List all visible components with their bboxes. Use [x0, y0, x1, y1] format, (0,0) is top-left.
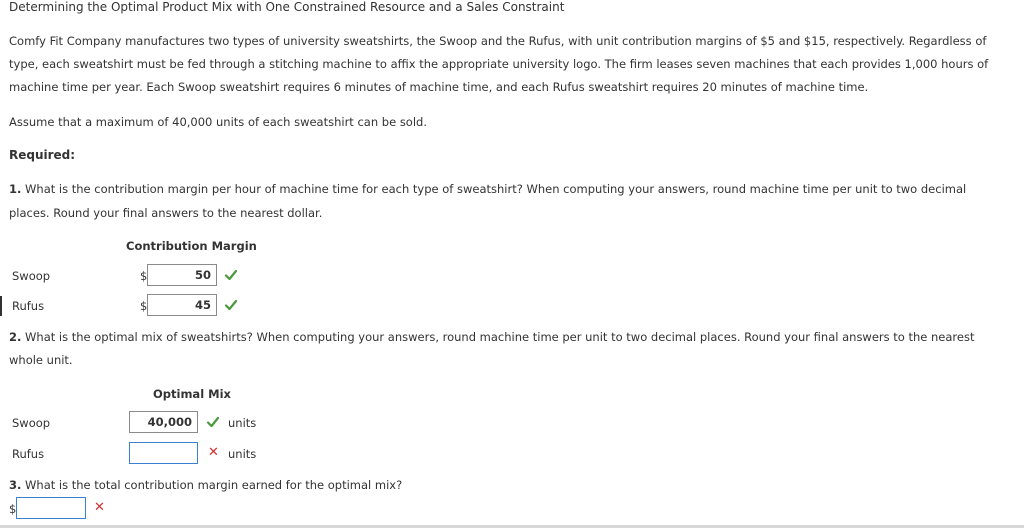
q2-row-label-rufus: Rufus	[12, 447, 45, 461]
q2-row-label-swoop: Swoop	[12, 416, 51, 430]
rufus-optimal-mix-input[interactable]	[129, 442, 198, 464]
q2-units-label-swoop: units	[228, 416, 257, 430]
q3-text-line	[9, 474, 402, 497]
check-icon	[224, 298, 238, 312]
rufus-contribution-margin-input[interactable]	[147, 294, 217, 316]
optimal-mix-header: Optimal Mix	[153, 387, 231, 401]
swoop-optimal-mix-input[interactable]	[129, 411, 198, 433]
intro-line-3: machine time per year. Each Swoop sweatshirt requires 6 minutes of machine time, and each Rufus sweatshirt requires 20 minutes of machine time.	[9, 80, 869, 94]
cross-icon: ✕	[208, 445, 219, 460]
assumption-text: Assume that a maximum of 40,000 units of each sweatshirt can be sold.	[9, 115, 427, 129]
required-heading: Required:	[9, 148, 76, 162]
swoop-contribution-margin-input[interactable]	[147, 264, 217, 286]
intro-line-2: type, each sweatshirt must be fed through a stitching machine to affix the appropriate university logo. The firm leases seven machines that each provides 1,000 hours of	[9, 57, 989, 71]
q1-currency-swoop: $	[140, 269, 148, 283]
focus-indicator-bar	[0, 296, 2, 316]
page-title: Determining the Optimal Product Mix with One Constrained Resource and a Sales Constraint	[9, 0, 565, 14]
cross-icon: ✕	[94, 500, 105, 515]
q2-number: 2.	[9, 330, 22, 344]
q1-number: 1.	[9, 182, 22, 196]
q3-prompt: What is the total contribution margin earned for the optimal mix?	[25, 478, 403, 492]
total-contribution-margin-input[interactable]	[16, 497, 86, 519]
q2-text-line-2: whole unit.	[9, 353, 73, 367]
q1-currency-rufus: $	[140, 299, 148, 313]
contribution-margin-header: Contribution Margin	[126, 239, 257, 253]
q1-text-line-2: places. Round your final answers to the nearest dollar.	[9, 206, 323, 220]
q3-number: 3.	[9, 478, 22, 492]
q2-units-label-rufus: units	[228, 447, 257, 461]
q1-row-label-rufus: Rufus	[12, 299, 45, 313]
q3-currency: $	[9, 502, 17, 516]
q2-text-line-1	[9, 326, 974, 349]
q1-prompt: What is the contribution margin per hour of machine time for each type of sweatshirt? When computing your answers, round machine time per unit to two decimal	[25, 182, 967, 196]
q2-prompt: What is the optimal mix of sweatshirts? When computing your answers, round machine time per unit to two decimal places. Round your final answers to the nearest	[25, 330, 975, 344]
q1-row-label-swoop: Swoop	[12, 269, 51, 283]
intro-line-1: Comfy Fit Company manufactures two types of university sweatshirts, the Swoop and the Rufus, with unit contribution margins of $5 and $15, respectively. Regardless of	[9, 34, 987, 48]
check-icon	[206, 415, 220, 429]
check-icon	[224, 268, 238, 282]
q1-text-line-1	[9, 178, 966, 201]
